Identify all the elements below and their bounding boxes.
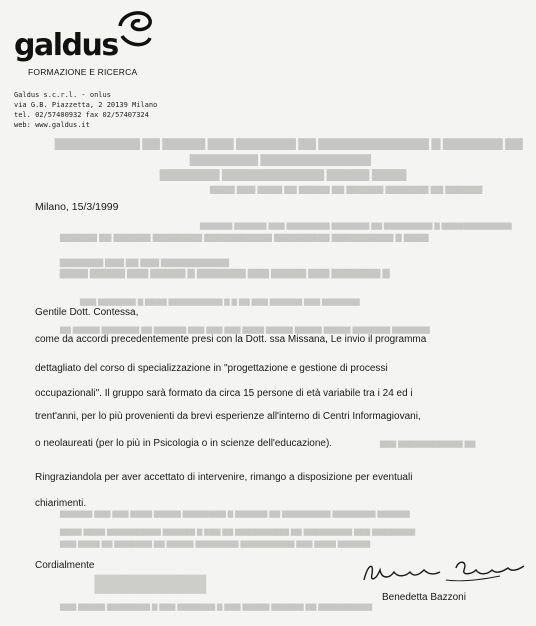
letter-date: Milano, 15/3/1999 bbox=[35, 201, 119, 213]
handwritten-signature bbox=[360, 556, 530, 590]
body-line: occupazionali". Il gruppo sarà formato da circa 15 persone di età variabile tra i 24 ed i bbox=[35, 388, 413, 399]
reverse-side-show-through: ▇▇▇▇▇▇▇▇▇▇ ▇▇ ▇▇▇▇▇ ▇▇▇ ▇▇▇▇▇▇▇ ▇▇ ▇▇▇▇▇▇▇▇▇▇▇▇▇ ▇ ▇▇▇▇▇▇▇ ▇▇ ▇▇▇▇▇▇▇▇ ▇▇▇▇▇▇▇▇▇▇▇▇▇ ▇▇▇▇▇▇▇ ▇▇▇▇▇▇▇▇▇▇▇▇ ▇▇▇▇▇ ▇▇▇▇ ▇▇▇▇ ▇▇▇ ▇▇▇▇ ▇▇ ▇▇▇▇▇ ▇▇ ▇▇▇▇▇▇ ▇▇▇▇▇▇▇ ▇▇ ▇▇▇▇▇▇ ▇▇▇▇▇▇ ▇▇▇▇▇▇ ▇▇▇ ▇▇▇▇▇▇▇▇ ▇▇▇▇▇▇▇ ▇▇ ▇▇▇▇▇▇▇▇▇ ▇ ▇▇▇▇▇▇▇▇▇▇▇▇▇ ▇▇▇▇▇▇ ▇▇ ▇▇▇▇▇▇ ▇▇▇▇▇▇▇▇ ▇▇▇▇▇▇▇▇▇▇▇ ▇▇▇▇▇▇▇▇▇ ▇▇▇▇▇▇▇▇▇▇ ▇ ▇▇▇▇ ▇▇▇▇▇▇▇ ▇▇▇ ▇▇ ▇▇▇ ▇▇▇▇▇▇▇▇▇▇▇ ▇▇▇▇ ▇▇▇▇▇ ▇▇▇ ▇▇▇▇▇ ▇ ▇▇▇▇▇▇▇ ▇▇▇ ▇▇▇▇▇ ▇▇▇ ▇▇▇▇▇▇▇ ▇ ▇▇▇ ▇▇▇▇▇▇▇ ▇ ▇▇▇▇ ▇▇▇▇▇▇▇▇▇▇ ▇ ▇ ▇▇ ▇▇▇ ▇▇▇▇▇▇ ▇▇▇ ▇▇▇▇▇▇▇ ▇▇ ▇▇▇▇▇ ▇▇▇▇▇▇▇ ▇▇ ▇▇▇▇▇▇ ▇▇▇ ▇▇▇ ▇▇▇ ▇▇▇▇ ▇▇▇▇▇ ▇▇▇▇▇ ▇▇▇▇▇ ▇▇▇▇▇▇▇ ▇▇▇▇▇▇▇ ▇▇▇ ▇▇▇▇▇▇▇▇▇▇▇▇ ▇▇ ▇▇▇▇▇▇ ▇▇▇ ▇▇▇ ▇▇▇▇ ▇▇▇▇▇ ▇▇▇▇▇▇▇▇ ▇ ▇▇▇▇▇▇ ▇▇ ▇▇▇▇▇▇▇▇▇ ▇▇▇▇▇▇▇▇ ▇▇▇▇▇▇ ▇▇▇▇ ▇▇▇▇ ▇▇▇▇▇▇▇▇▇▇ ▇▇▇▇▇▇ ▇ ▇▇▇ ▇▇ ▇▇▇▇▇▇▇▇▇▇ ▇▇ ▇▇▇▇▇▇▇▇▇ ▇▇▇ ▇▇▇▇▇▇▇▇ ▇▇▇ ▇▇▇▇ ▇▇ ▇▇▇▇▇▇▇ ▇▇ ▇▇▇▇▇ ▇▇▇▇▇▇▇▇ ▇▇▇▇▇▇▇▇▇▇ ▇▇▇ ▇▇▇▇ ▇▇▇▇▇▇ ▇▇▇▇▇▇▇▇ ▇▇▇ ▇▇▇▇▇ ▇▇▇▇▇▇▇▇ ▇ ▇▇▇ ▇▇▇▇▇▇▇ ▇ ▇▇▇ ▇▇▇▇▇ ▇▇▇▇▇▇ ▇▇ ▇▇▇▇▇▇▇▇▇▇ bbox=[55, 138, 523, 611]
address-line: web: www.galdus.it bbox=[14, 121, 90, 129]
address-line: via G.B. Piazzetta, 2 20139 Milano bbox=[14, 101, 158, 109]
signer-name: Benedetta Bazzoni bbox=[382, 592, 466, 603]
galdus-logo bbox=[14, 4, 164, 84]
logo-swirl-icon bbox=[112, 6, 156, 54]
salutation: Gentile Dott. Contessa, bbox=[35, 307, 139, 318]
address-line: Galdus s.c.r.l. - onlus bbox=[14, 91, 111, 99]
body-line: dettagliato del corso di specializzazione in "progettazione e gestione di processi bbox=[35, 363, 388, 374]
closing-line: Cordialmente bbox=[35, 560, 95, 571]
body-line: Ringraziandola per aver accettato di intervenire, rimango a disposizione per eventuali bbox=[35, 472, 413, 483]
address-line: tel. 02/57400932 fax 02/57407324 bbox=[14, 111, 149, 119]
logo-tagline: FORMAZIONE E RICERCA bbox=[28, 67, 138, 77]
body-line: o neolaureati (per lo più in Psicologia o in scienze dell'educazione). bbox=[35, 438, 333, 449]
logo-wordmark: galdus bbox=[14, 28, 118, 63]
sender-address bbox=[14, 90, 194, 130]
body-line: come da accordi precedentemente presi con la Dott. ssa Missana, Le invio il programma bbox=[35, 334, 427, 345]
body-line: chiarimenti. bbox=[35, 498, 87, 509]
body-line: trent'anni, per lo più provenienti da brevi esperienze all'interno di Centri Informagiovani, bbox=[35, 411, 421, 422]
